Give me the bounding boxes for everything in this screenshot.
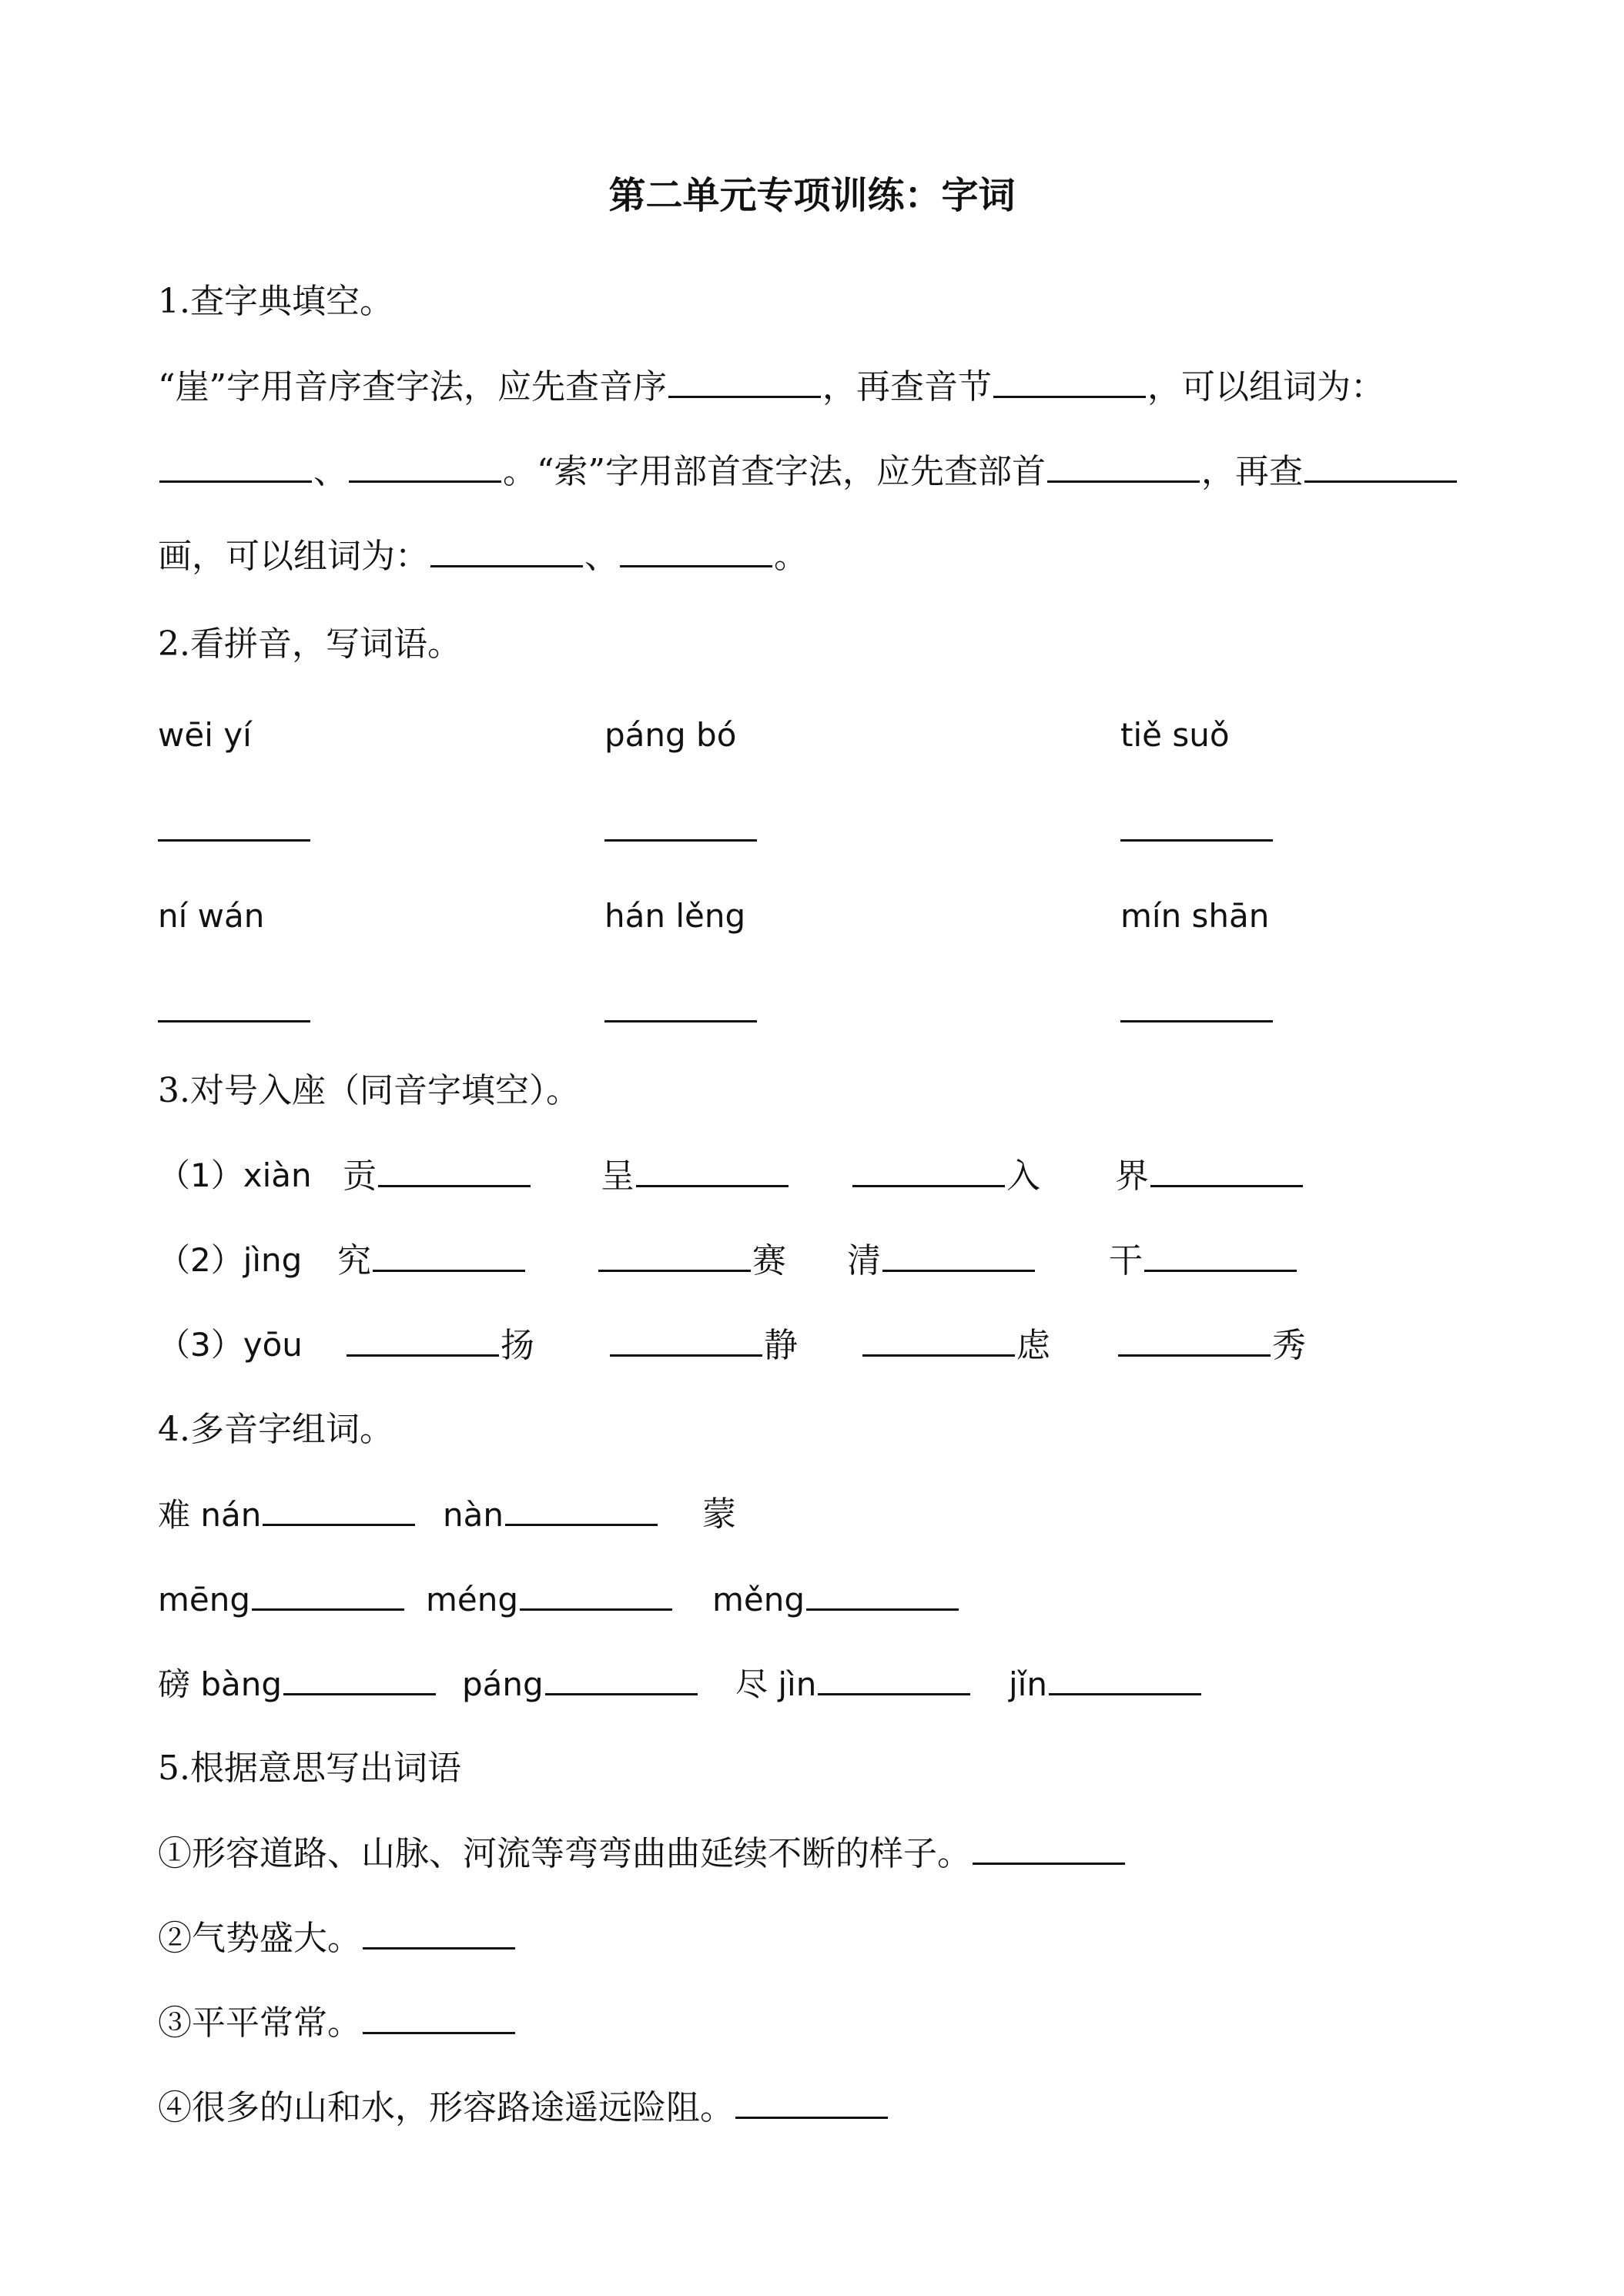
pinyin-item: wēi yí — [158, 716, 252, 754]
answer-blank[interactable] — [882, 1236, 1035, 1272]
answer-blank[interactable] — [862, 1320, 1015, 1357]
pinyin-item: ní wán — [158, 897, 265, 935]
answer-blank[interactable] — [505, 1490, 658, 1526]
answer-blank[interactable] — [1049, 1659, 1201, 1695]
answer-blank[interactable] — [1144, 1236, 1297, 1272]
q3-row: （3）yōu — [158, 1326, 303, 1364]
answer-blank[interactable] — [158, 839, 310, 842]
answer-blank[interactable] — [818, 1659, 970, 1695]
answer-blank[interactable] — [520, 1575, 672, 1611]
pinyin-item: tiě suǒ — [1120, 716, 1230, 754]
answer-blank[interactable] — [363, 1913, 515, 1950]
answer-blank[interactable] — [159, 447, 312, 483]
answer-blank[interactable] — [636, 1151, 789, 1187]
answer-blank[interactable] — [993, 362, 1146, 398]
answer-blank[interactable] — [668, 362, 821, 398]
answer-blank[interactable] — [349, 447, 501, 483]
answer-blank[interactable] — [1047, 447, 1200, 483]
answer-blank[interactable] — [347, 1320, 499, 1357]
answer-blank[interactable] — [973, 1829, 1125, 1865]
q1-line-2: 、 。“索”字用部首查字法，应先查部首 ，再查 — [158, 447, 1458, 497]
q5-item: ②气势盛大。 — [158, 1913, 517, 1963]
q5-item: ①形容道路、山脉、河流等弯弯曲曲延续不断的样子。 — [158, 1829, 1127, 1879]
pinyin-item: mín shān — [1120, 897, 1270, 935]
pinyin-item: hán lěng — [604, 897, 746, 935]
q1-line-3: 画，可以组词为： 、 。 — [158, 531, 808, 581]
answer-blank[interactable] — [545, 1659, 698, 1695]
answer-blank[interactable] — [852, 1151, 1005, 1187]
answer-blank[interactable] — [252, 1575, 404, 1611]
answer-blank[interactable] — [604, 839, 757, 842]
q3-row: （2）jìng — [158, 1241, 303, 1279]
q5-heading: 5.根据意思写出词语 — [158, 1749, 461, 1788]
answer-blank[interactable] — [735, 2083, 888, 2119]
answer-blank[interactable] — [373, 1236, 525, 1272]
q1-line-1: “崖”字用音序查字法，应先查音序 ，再查音节 ，可以组词为： — [158, 362, 1385, 412]
answer-blank[interactable] — [806, 1575, 959, 1611]
answer-blank[interactable] — [263, 1490, 415, 1526]
pinyin-item: páng bó — [604, 716, 737, 754]
q1-heading: 1.查字典填空。 — [158, 282, 393, 321]
q3-row: （1）xiàn — [158, 1156, 312, 1194]
q4-heading: 4.多音字组词。 — [158, 1410, 393, 1449]
answer-blank[interactable] — [620, 531, 772, 567]
answer-blank[interactable] — [1304, 447, 1457, 483]
answer-blank[interactable] — [1118, 1320, 1271, 1357]
page-title: 第二单元专项训练：字词 — [608, 174, 1016, 217]
answer-blank[interactable] — [604, 1020, 757, 1022]
answer-blank[interactable] — [1120, 839, 1273, 842]
q3-heading: 3.对号入座（同音字填空）。 — [158, 1071, 580, 1110]
q2-heading: 2.看拼音，写词语。 — [158, 624, 461, 664]
answer-blank[interactable] — [283, 1659, 436, 1695]
answer-blank[interactable] — [1120, 1020, 1273, 1022]
answer-blank[interactable] — [378, 1151, 531, 1187]
q5-item: ④很多的山和水，形容路途遥远险阻。 — [158, 2083, 889, 2133]
answer-blank[interactable] — [158, 1020, 310, 1022]
answer-blank[interactable] — [1150, 1151, 1303, 1187]
answer-blank[interactable] — [610, 1320, 762, 1357]
answer-blank[interactable] — [598, 1236, 751, 1272]
answer-blank[interactable] — [430, 531, 583, 567]
answer-blank[interactable] — [363, 1998, 515, 2034]
q5-item: ③平平常常。 — [158, 1998, 517, 2048]
